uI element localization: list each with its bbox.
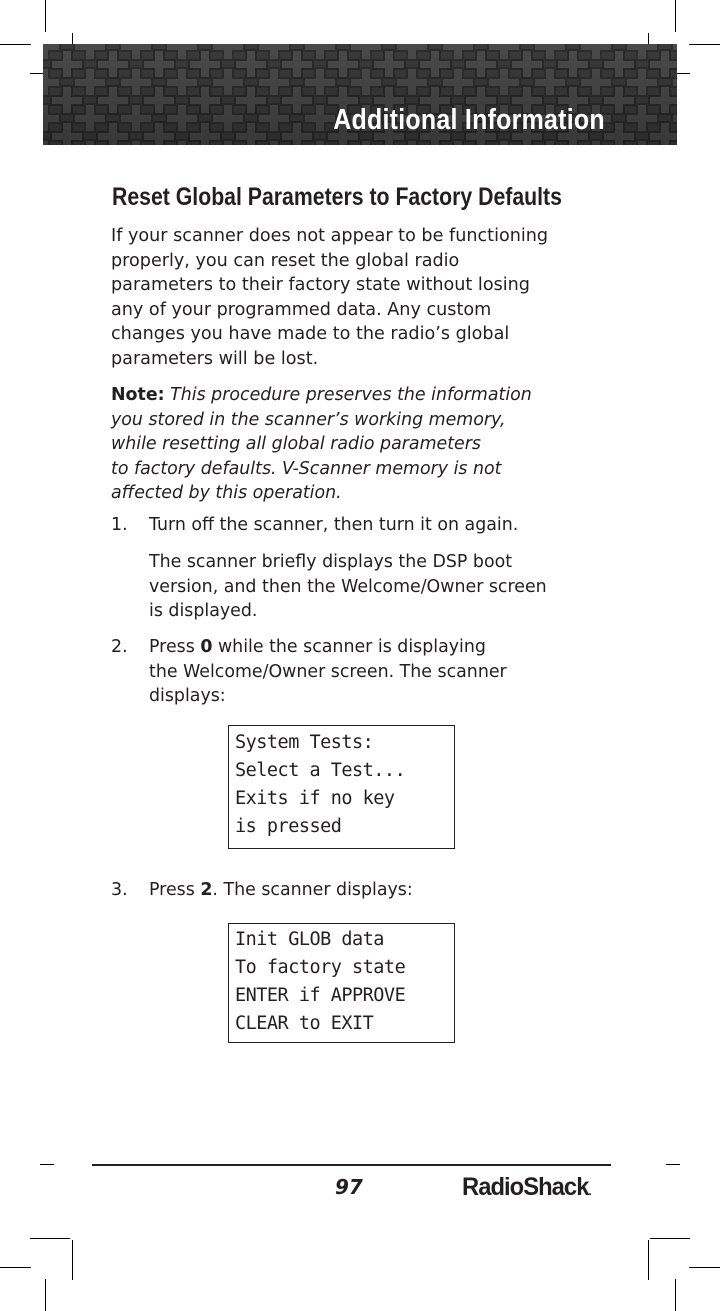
note-block xyxy=(111,383,581,506)
step-text: Turn off the scanner, then turn it on again. xyxy=(149,515,519,535)
crop-mark xyxy=(0,44,31,45)
crop-mark xyxy=(650,1238,690,1239)
intro-line: parameters to their factory state without losing xyxy=(111,275,530,295)
footer-rule xyxy=(92,1164,611,1166)
note-line: affected by this operation. xyxy=(111,483,342,503)
intro-line: any of your programmed data. Any custom xyxy=(111,299,492,320)
lcd-line: Init GLOB data xyxy=(235,929,384,950)
radioshack-logo xyxy=(462,1173,591,1202)
crop-mark xyxy=(675,0,676,32)
step-number: 2. xyxy=(111,637,128,657)
intro-line: changes you have made to the radio’s global xyxy=(111,324,510,344)
brand-name: RadioShack xyxy=(462,1173,589,1201)
section-heading: Reset Global Parameters to Factory Defaults xyxy=(112,183,562,211)
step-text xyxy=(149,635,589,709)
crop-mark xyxy=(45,1279,46,1311)
result-line: is displayed. xyxy=(149,601,258,621)
note-line: This procedure preserves the information xyxy=(170,385,532,405)
crop-mark xyxy=(666,1164,680,1165)
crop-mark xyxy=(40,1164,54,1165)
press-word: Press xyxy=(149,637,195,657)
note-line: while resetting all global radio parameters xyxy=(111,434,481,454)
brand-mark: . xyxy=(588,1184,591,1198)
page-number: 97 xyxy=(335,1175,363,1199)
crop-mark xyxy=(648,1240,649,1280)
step-number: 3. xyxy=(111,880,128,900)
intro-line: parameters will be lost. xyxy=(111,348,319,369)
step-text-line: displays: xyxy=(149,686,226,706)
crop-mark xyxy=(0,1267,31,1268)
crop-mark xyxy=(675,1279,676,1311)
crop-mark xyxy=(30,1238,70,1239)
note-label: Note: xyxy=(111,385,165,405)
crop-mark xyxy=(45,0,46,32)
crop-mark xyxy=(689,44,720,45)
key-label: 2 xyxy=(200,880,213,900)
result-line: The scanner briefly displays the DSP boot xyxy=(149,552,513,572)
step-number: 1. xyxy=(111,515,128,535)
lcd-display xyxy=(228,923,455,1043)
lcd-line: ENTER if APPROVE xyxy=(235,985,406,1006)
step-text-line: while the scanner is displaying xyxy=(217,637,486,657)
lcd-line: CLEAR to EXIT xyxy=(235,1013,374,1034)
intro-line: If your scanner does not appear to be functioning xyxy=(111,226,549,246)
crop-mark xyxy=(72,1240,73,1280)
lcd-line: Exits if no key xyxy=(235,788,395,809)
lcd-line: System Tests: xyxy=(235,732,374,753)
header-banner xyxy=(43,44,677,145)
lcd-line: Select a Test... xyxy=(235,760,406,781)
intro-paragraph xyxy=(111,224,581,371)
step-text xyxy=(149,878,589,903)
step-text-line: the Welcome/Owner screen. The scanner xyxy=(149,661,507,682)
lcd-line: To factory state xyxy=(235,957,406,978)
note-line: to factory defaults. V-Scanner memory is not xyxy=(111,458,502,479)
key-label: 0 xyxy=(200,637,213,657)
lcd-display xyxy=(228,725,455,849)
step-text-line: . The scanner displays: xyxy=(212,880,413,900)
result-line: version, and then the Welcome/Owner screen xyxy=(149,576,547,597)
crop-mark xyxy=(689,1267,720,1268)
step-1-result xyxy=(149,550,589,624)
lcd-line: is pressed xyxy=(235,816,342,837)
press-word: Press xyxy=(149,880,195,900)
header-title: Additional Information xyxy=(333,104,605,136)
intro-line: properly, you can reset the global radio xyxy=(111,250,460,271)
note-line: you stored in the scanner’s working memory, xyxy=(111,409,506,430)
